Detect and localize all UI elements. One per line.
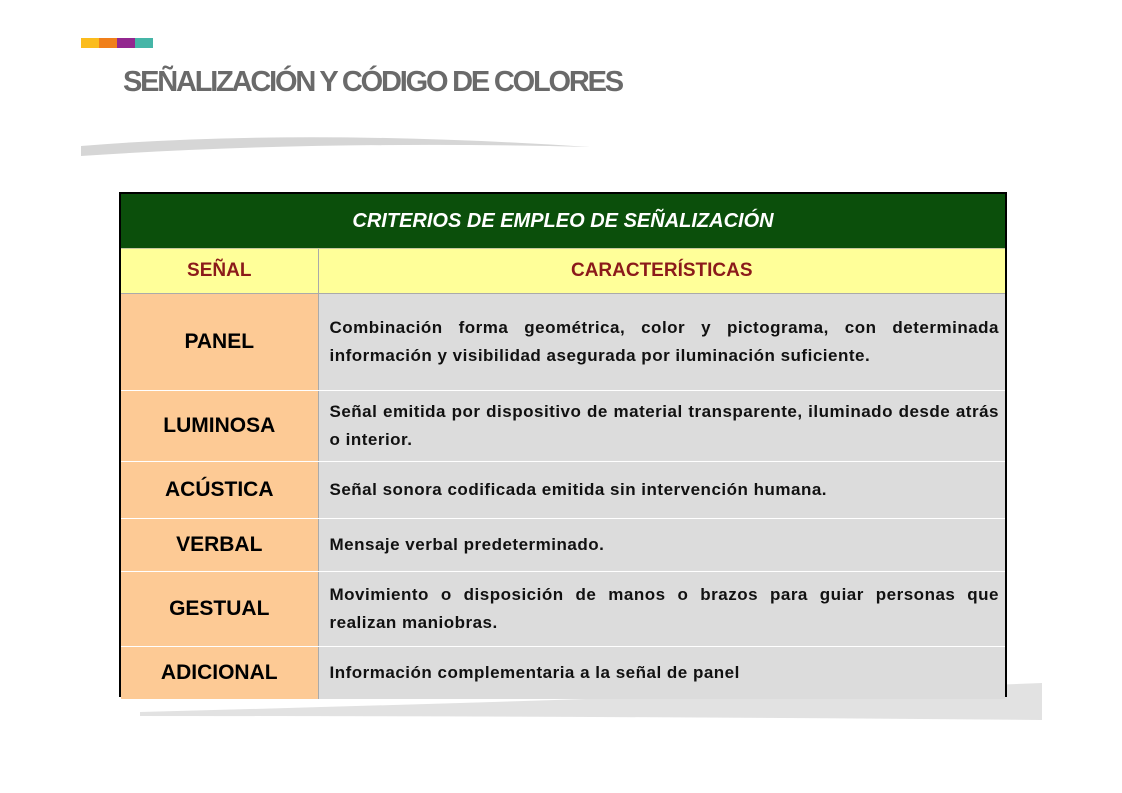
signal-cell: ADICIONAL [121,647,318,699]
description-cell: Mensaje verbal predeterminado. [318,519,1005,572]
top-swoosh [81,137,590,156]
signal-cell: LUMINOSA [121,391,318,462]
table-title: CRITERIOS DE EMPLEO DE SEÑALIZACIÓN [121,194,1005,249]
signal-cell: GESTUAL [121,572,318,647]
table-row [121,294,1005,391]
signal-cell: PANEL [121,294,318,391]
table-row [121,462,1005,519]
column-header-signal: SEÑAL [121,249,318,294]
criteria-table [119,192,1007,697]
page-title: SEÑALIZACIÓN Y CÓDIGO DE COLORES [123,66,622,98]
description-cell: Señal sonora codificada emitida sin intervención humana. [318,462,1005,519]
signal-cell: ACÚSTICA [121,462,318,519]
description-cell: Señal emitida por dispositivo de material transparente, iluminado desde atrás o interior. [318,391,1005,462]
description-cell: Combinación forma geométrica, color y pictograma, con determinada información y visibilidad asegurada por iluminación suficiente. [318,294,1005,391]
table-row [121,647,1005,699]
column-header-characteristics: CARACTERÍSTICAS [318,249,1005,294]
description-cell: Información complementaria a la señal de panel [318,647,1005,699]
table-row [121,519,1005,572]
signal-cell: VERBAL [121,519,318,572]
table-row [121,572,1005,647]
description-cell: Movimiento o disposición de manos o brazos para guiar personas que realizan maniobras. [318,572,1005,647]
table-row [121,391,1005,462]
